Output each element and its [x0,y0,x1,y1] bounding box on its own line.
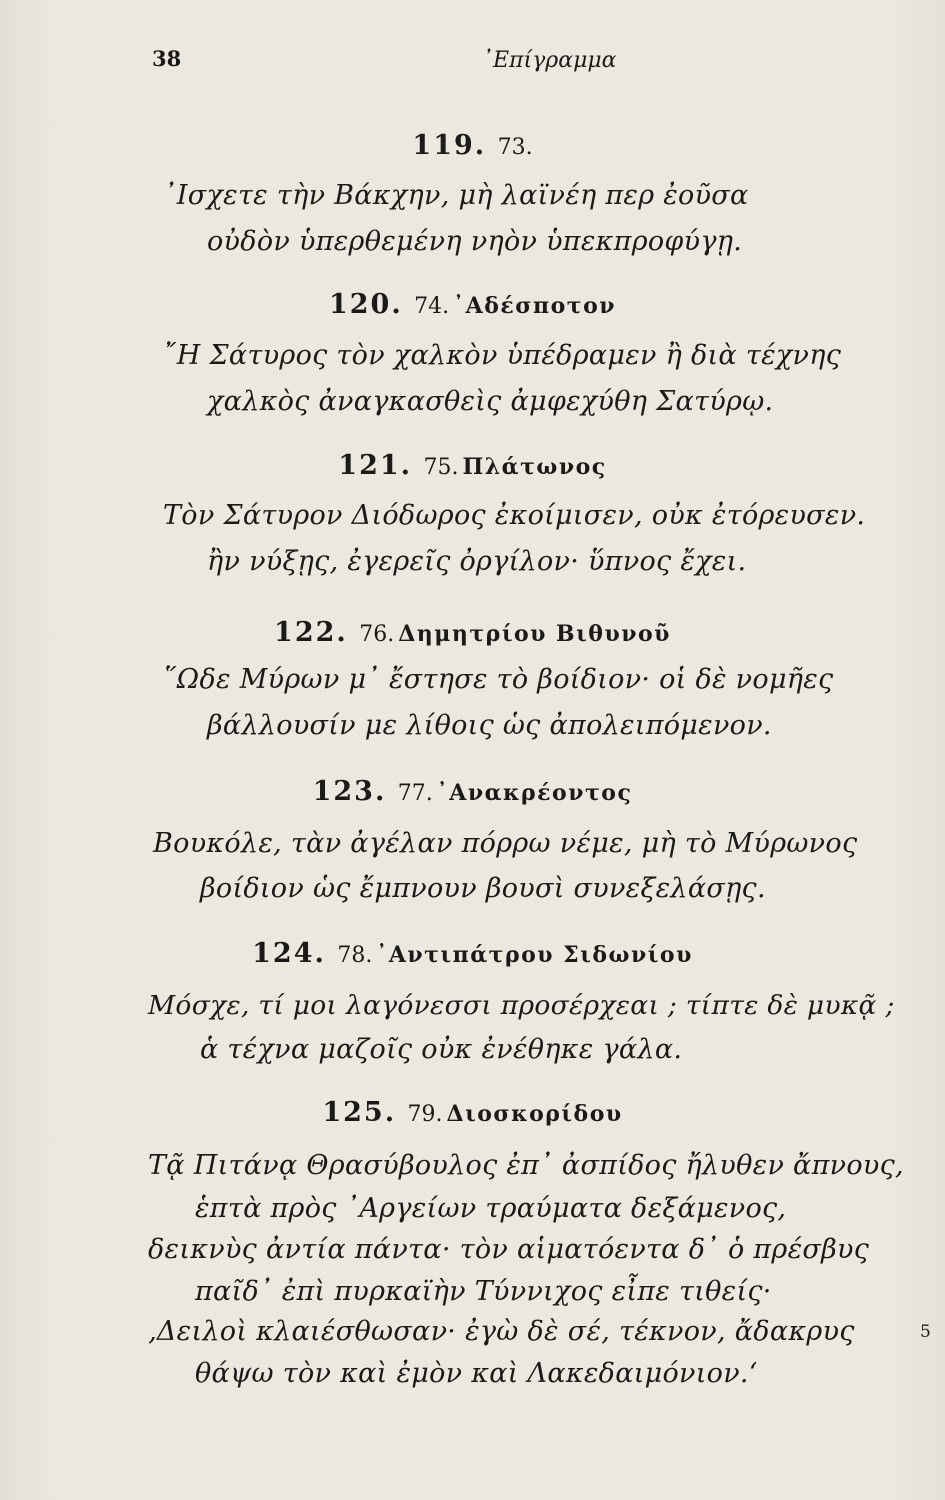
verse-line: χαλκὸς ἀναγκασθεὶς ἀμφεχύθη Σατύρῳ. [207,386,774,417]
verse-line: ᾿Ισχετε τὴν Βάκχην, μὴ λαϊνέη περ ἐοῦσα [163,180,749,211]
margin-line-number: 5 [920,1322,931,1342]
poem-heading-123: 123. 77. ᾿Ανακρέοντος [312,776,633,807]
poem-number: 119 [412,130,475,161]
poem-attribution: ᾿Ανακρέοντος [436,780,633,806]
verse-line: ῎Η Σάτυρος τὸν χαλκὸν ὑπέδραμεν ἢ διὰ τέχνης [163,340,842,371]
verse-line: ῞Ωδε Μύρων μ᾿ ἔστησε τὸ βοίδιον· οἱ δὲ νομῆες [163,664,834,695]
verse-line: δεικνὺς ἀντία πάντα· τὸν αἱματόεντα δ᾿ ὁ πρέσβυς [148,1234,870,1265]
verse-line: Μόσχε, τί μοι λαγόνεσσι προσέρχεαι ; τίπτε δὲ μυκᾷ ; [148,990,895,1021]
poem-number: 124 [252,938,315,969]
poem-number: 125 [322,1097,385,1128]
verse-line: βάλλουσίν με λίθοις ὡς ἀπολειπόμενον. [207,710,772,741]
poem-heading-121: 121. 75. Πλάτωνος [338,450,607,481]
poem-subnumber: 74. [414,294,450,319]
verse-line: θάψω τὸν καὶ ἐμὸν καὶ Λακεδαιμόνιον.‘ [195,1358,758,1389]
verse-line: οὐδὸν ὑπερθεμένη νηὸν ὑπεκπροφύγῃ. [207,226,743,257]
verse-line: Τὸν Σάτυρον Διόδωρος ἐκοίμισεν, οὐκ ἐτόρευσεν. [163,500,866,531]
poem-subnumber: 77. [397,781,433,806]
poem-subnumber: 73. [497,135,533,160]
poem-attribution: ᾿Αντιπάτρου Σιδωνίου [376,942,693,968]
verse-line: παῖδ᾿ ἐπὶ πυρκαϊὴν Τύννιχος εἶπε τιθείς· [195,1276,772,1307]
verse-line: ἢν νύξῃς, ἐγερεῖς ὀργίλον· ὕπνος ἔχει. [207,546,747,577]
poem-subnumber: 78. [337,943,373,968]
poem-heading-120: 120. 74. ᾿Αδέσποτον [328,289,617,320]
running-head [0,46,945,80]
poem-subnumber: 75. [423,455,459,480]
poem-number: 120 [328,289,392,320]
poem-attribution: ᾿Αδέσποτον [453,293,617,319]
poem-number: 123 [312,776,375,807]
poem-number: 122 [274,617,337,648]
verse-line: Τᾷ Πιτάνᾳ Θρασύβουλος ἐπ᾿ ἀσπίδος ἤλυθεν ἄπνους, [148,1150,904,1181]
poem-heading-124: 124. 78. ᾿Αντιπάτρου Σιδωνίου [252,938,693,969]
poem-attribution: Δημητρίου Βιθυνοῦ [398,621,671,647]
poem-heading-125: 125. 79. Διοσκορίδου [322,1097,623,1128]
verse-line: ἁ τέχνα μαζοῖς οὐκ ἐνέθηκε γάλα. [200,1034,683,1065]
poem-number: 121 [338,450,401,481]
poem-heading-122: 122. 76. Δημητρίου Βιθυνοῦ [274,617,671,648]
running-title: ᾿Επίγραμμα [482,48,617,73]
poem-heading-119: 119. 73. [412,130,533,161]
verse-line: ‚Δειλοὶ κλαιέσθωσαν· ἐγὼ δὲ σέ, τέκνον, ἄδακρυς [148,1316,855,1347]
poem-attribution: Διοσκορίδου [446,1101,623,1127]
verse-line: ἑπτὰ πρὸς ᾿Αργείων τραύματα δεξάμενος, [195,1193,787,1224]
verse-line: Βουκόλε, τὰν ἀγέλαν πόρρω νέμε, μὴ τὸ Μύρωνος [153,828,858,859]
poem-subnumber: 76. [359,622,395,647]
poem-attribution: Πλάτωνος [462,454,607,480]
poem-subnumber: 79. [407,1102,443,1127]
page-number: 38 [152,46,182,71]
verse-line: βοίδιον ὡς ἔμπνουν βουσὶ συνεξελάσῃς. [200,873,766,904]
